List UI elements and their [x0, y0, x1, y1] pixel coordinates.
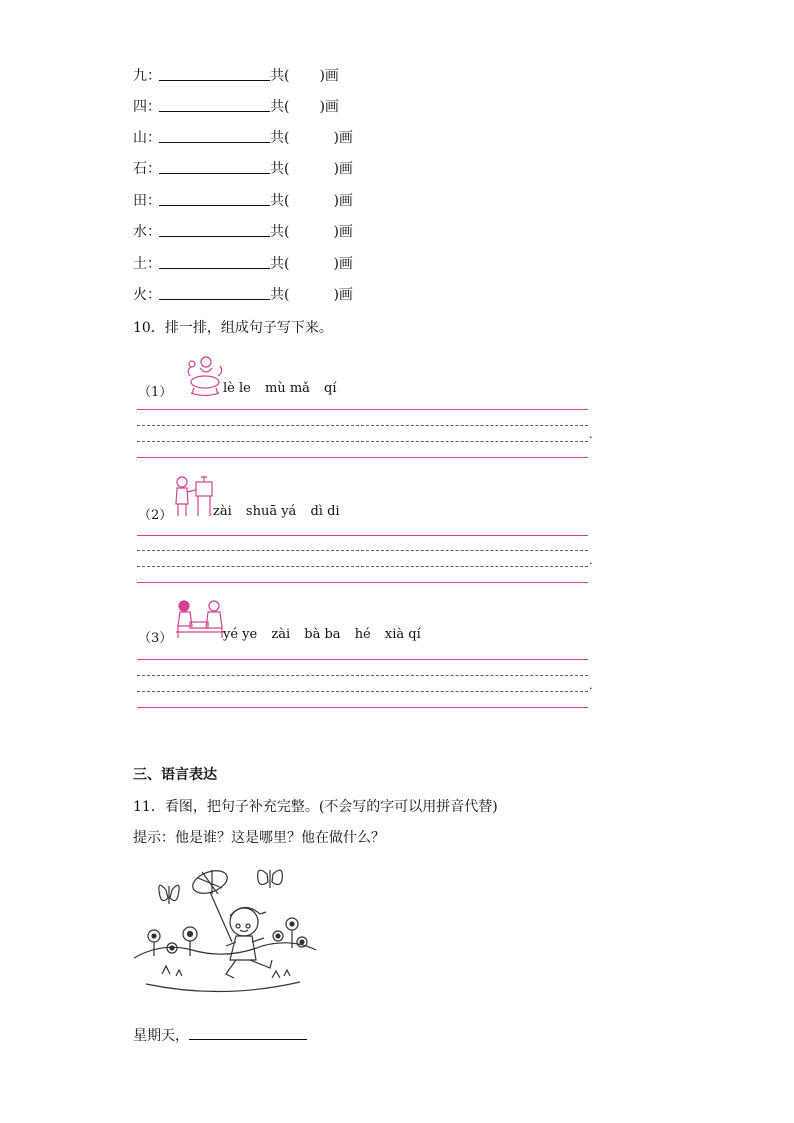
item-3-endmark: .	[589, 679, 593, 692]
children-riding-carousel-picture	[182, 354, 228, 396]
pinyin-word: bà ba	[304, 627, 341, 642]
writing-line-dotted[interactable]	[137, 441, 588, 442]
stroke-unit: )画	[333, 161, 353, 177]
pinyin-word: mù mǎ	[264, 381, 310, 396]
stroke-unit: )画	[333, 193, 353, 209]
writing-line-dotted[interactable]	[137, 550, 588, 551]
stroke-count-row	[133, 67, 339, 85]
stroke-count-row	[133, 223, 353, 241]
stroke-count-row	[133, 160, 353, 178]
stroke-count-row	[133, 192, 353, 210]
writing-line-dotted[interactable]	[137, 566, 588, 567]
pinyin-word: zài	[271, 627, 291, 642]
item-2-endmark: .	[589, 554, 593, 567]
writing-line-top	[137, 409, 588, 410]
item-1-pinyin	[223, 381, 347, 396]
character: 石	[133, 161, 147, 177]
item-3-pinyin	[223, 627, 431, 642]
stroke-unit: )画	[333, 287, 353, 303]
colon: ：	[147, 224, 161, 240]
character: 九	[133, 68, 147, 84]
colon: ：	[147, 256, 161, 272]
stroke-order-blank[interactable]	[159, 98, 270, 112]
character: 土	[133, 256, 147, 272]
character: 四	[133, 99, 147, 115]
writing-line-bottom	[137, 457, 588, 458]
stroke-count-row	[133, 98, 339, 116]
character: 火	[133, 287, 147, 303]
total-label: 共(	[270, 130, 290, 146]
character: 水	[133, 224, 147, 240]
stroke-count-row	[133, 255, 353, 273]
stroke-order-blank[interactable]	[159, 286, 270, 300]
pinyin-word: yé ye	[223, 627, 258, 642]
colon: ：	[147, 193, 161, 209]
colon: ：	[147, 130, 161, 146]
question-11-hint: 提示：他是谁？这是哪里？他在做什么？	[133, 830, 385, 846]
pinyin-word: qí	[324, 381, 337, 396]
total-label: 共(	[270, 161, 290, 177]
writing-line-dotted[interactable]	[137, 675, 588, 676]
stroke-unit: )画	[333, 224, 353, 240]
writing-line-top	[137, 659, 588, 660]
colon: ：	[147, 287, 161, 303]
stroke-unit: )画	[319, 99, 339, 115]
stroke-order-blank[interactable]	[159, 129, 270, 143]
stroke-count-row	[133, 129, 353, 147]
stroke-order-blank[interactable]	[159, 67, 270, 81]
pinyin-word: shuā yá	[245, 504, 297, 519]
total-label: 共(	[270, 256, 290, 272]
item-3-label: （3）	[138, 631, 173, 646]
total-label: 共(	[270, 193, 290, 209]
total-label: 共(	[270, 68, 290, 84]
total-label: 共(	[270, 99, 290, 115]
colon: ：	[147, 99, 161, 115]
character: 山	[133, 130, 147, 146]
boy-catching-butterflies-picture	[132, 860, 318, 1002]
stroke-order-blank[interactable]	[159, 160, 270, 174]
stroke-order-blank[interactable]	[159, 192, 270, 206]
boy-brushing-teeth-picture	[172, 474, 216, 518]
answer-prefix: 星期天，	[133, 1028, 189, 1044]
section-3-title: 三、语言表达	[133, 767, 217, 783]
writing-line-dotted[interactable]	[137, 691, 588, 692]
item-1-endmark: .	[589, 428, 593, 441]
writing-line-dotted[interactable]	[137, 425, 588, 426]
pinyin-word: zài	[213, 504, 232, 519]
colon: ：	[147, 68, 161, 84]
pinyin-word: xià qí	[384, 627, 421, 642]
pinyin-word: dì di	[310, 504, 340, 519]
stroke-unit: )画	[319, 68, 339, 84]
character: 田	[133, 193, 147, 209]
total-label: 共(	[270, 287, 290, 303]
question-11-title: 11．看图，把句子补充完整。(不会写的字可以用拼音代替)	[133, 799, 498, 815]
colon: ：	[147, 161, 161, 177]
stroke-unit: )画	[333, 130, 353, 146]
writing-line-top	[137, 535, 588, 536]
writing-line-bottom	[137, 582, 588, 583]
item-2-label: （2）	[138, 508, 173, 523]
question-11-answer	[133, 1025, 307, 1045]
answer-blank[interactable]	[189, 1025, 307, 1040]
stroke-order-blank[interactable]	[159, 255, 270, 269]
stroke-order-blank[interactable]	[159, 223, 270, 237]
stroke-unit: )画	[333, 256, 353, 272]
item-1-label: （1）	[138, 385, 173, 400]
item-2-pinyin	[213, 504, 350, 519]
writing-line-bottom	[137, 707, 588, 708]
pinyin-word: lè le	[223, 381, 251, 396]
stroke-count-row	[133, 286, 353, 304]
grandpa-and-dad-playing-chess-picture	[174, 598, 226, 640]
pinyin-word: hé	[354, 627, 371, 642]
question-10-title: 10．排一排，组成句子写下来。	[133, 320, 333, 336]
total-label: 共(	[270, 224, 290, 240]
